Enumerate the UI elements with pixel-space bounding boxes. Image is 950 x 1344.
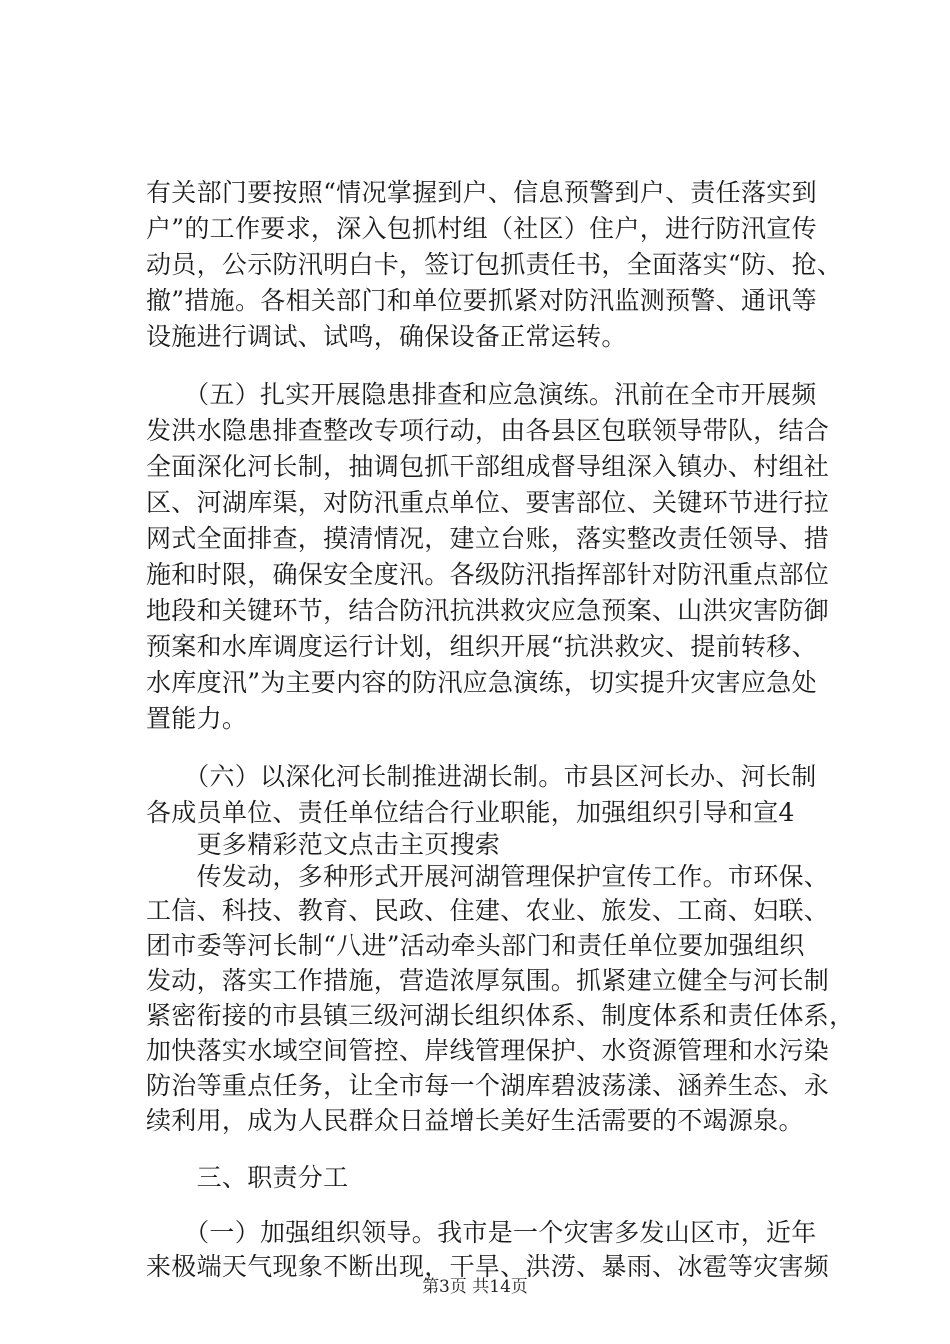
- text-line: （五）扎实开展隐患排查和应急演练。汛前在全市开展频: [146, 380, 817, 409]
- text-line: 水库度汛”为主要内容的防汛应急演练，切实提升灾害应急处: [146, 668, 817, 697]
- text-line: 来极端天气现象不断出现，干旱、洪涝、暴雨、冰雹等灾害频: [146, 1252, 830, 1281]
- text-line: （六）以深化河长制推进湖长制。市县区河长办、河长制: [146, 762, 817, 791]
- text-line: 紧密衔接的市县镇三级河湖长组织体系、制度体系和责任体系，: [146, 1001, 855, 1030]
- text-line: 施和时限，确保安全度汛。各级防汛指挥部针对防汛重点部位: [146, 560, 830, 589]
- text-line: 团市委等河长制“八进”活动牵头部门和责任单位要加强组织: [146, 931, 805, 960]
- text-line: 动员，公示防汛明白卡，签订包抓责任书，全面落实“防、抢、: [146, 250, 843, 279]
- text-line: 设施进行调试、试鸣，确保设备正常运转。: [146, 322, 627, 351]
- text-line: 传发动，多种形式开展河湖管理保护宣传工作。市环保、: [146, 862, 830, 891]
- section-heading: 三、职责分工: [146, 1163, 349, 1192]
- text-line: 各成员单位、责任单位结合行业职能，加强组织引导和宣4: [146, 798, 795, 827]
- text-line: 撤”措施。各相关部门和单位要抓紧对防汛监测预警、通讯等: [146, 286, 817, 315]
- text-line: 加快落实水域空间管控、岸线管理保护、水资源管理和水污染: [146, 1036, 830, 1065]
- text-line: 全面深化河长制，抽调包抓干部组成督导组深入镇办、村组社: [146, 452, 830, 481]
- text-line: 防治等重点任务，让全市每一个湖库碧波荡漾、涵养生态、永: [146, 1071, 830, 1100]
- text-line: 户”的工作要求，深入包抓村组（社区）住户，进行防汛宣传: [146, 214, 817, 243]
- text-line: 地段和关键环节，结合防汛抗洪救灾应急预案、山洪灾害防御: [146, 596, 830, 625]
- text-line: 置能力。: [146, 704, 248, 733]
- text-line: 发动，落实工作措施，营造浓厚氛围。抓紧建立健全与河长制: [146, 966, 830, 995]
- text-line: 预案和水库调度运行计划，组织开展“抗洪救灾、提前转移、: [146, 632, 817, 661]
- text-line: （一）加强组织领导。我市是一个灾害多发山区市，近年: [146, 1218, 817, 1247]
- text-line: 工信、科技、教育、民政、住建、农业、旅发、工商、妇联、: [146, 896, 830, 925]
- text-line: 区、河湖库渠，对防汛重点单位、要害部位、关键环节进行拉: [146, 488, 830, 517]
- text-line: 发洪水隐患排查整改专项行动，由各县区包联领导带队，结合: [146, 416, 830, 445]
- text-line: 更多精彩范文点击主页搜索: [146, 830, 501, 859]
- text-line: 网式全面排查，摸清情况，建立台账，落实整改责任领导、措: [146, 524, 830, 553]
- text-line: 有关部门要按照“情况掌握到户、信息预警到户、责任落实到: [146, 178, 817, 207]
- text-line: 续利用，成为人民群众日益增长美好生活需要的不竭源泉。: [146, 1106, 804, 1135]
- page-footer: 第3页 共14页: [422, 1277, 528, 1297]
